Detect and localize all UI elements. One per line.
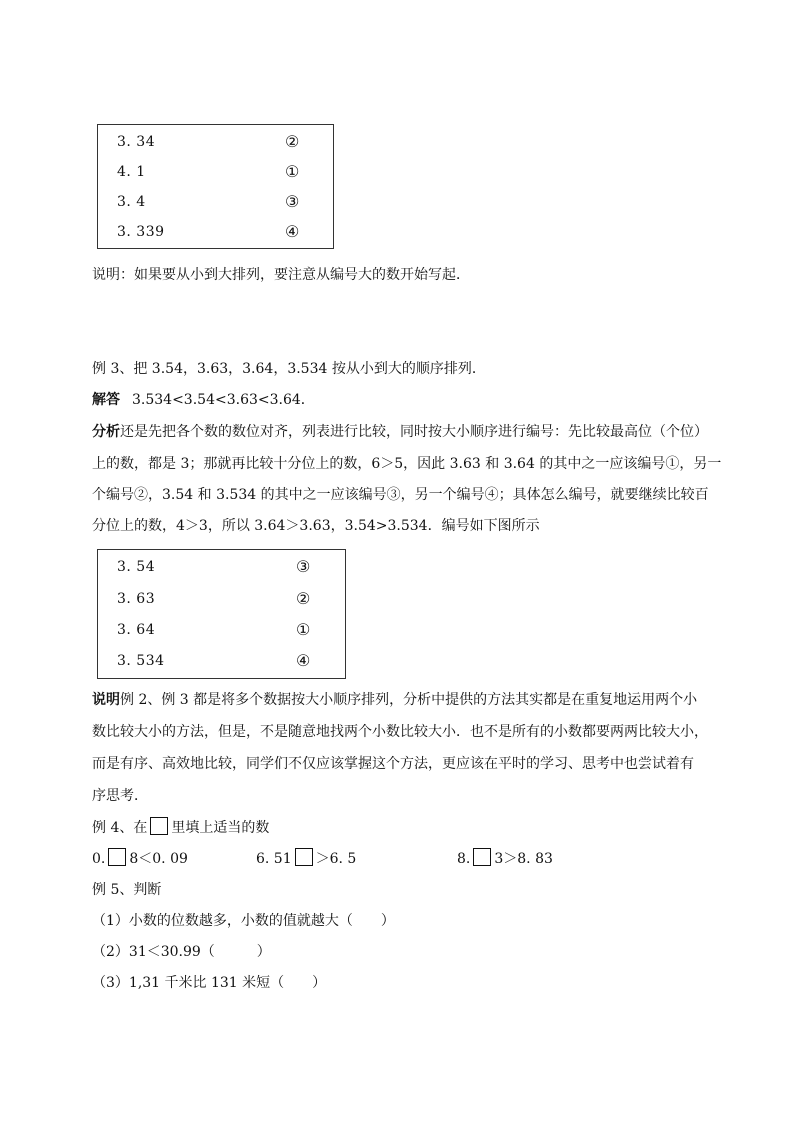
- table-number: 4. 1: [117, 164, 146, 180]
- ex3-analysis-line: 上的数，都是 3；那就再比较十分位上的数，6＞5，因此 3.63 和 3.64 的其中之一应该编号①，另一: [92, 456, 722, 472]
- table-row: [98, 587, 345, 611]
- table-number: 3. 339: [117, 224, 165, 240]
- table-row: [98, 160, 333, 184]
- table-rank-mark: ④: [296, 651, 311, 670]
- blank-box-icon: [150, 817, 168, 835]
- ordering-table-2: [97, 549, 346, 679]
- ex4-item: 0. 8＜0. 09: [92, 848, 188, 869]
- table-rank-mark: ②: [296, 589, 311, 608]
- table-row: [98, 130, 333, 154]
- ex4-title: 例 4、在 里填上适当的数: [92, 817, 269, 838]
- table-number: 3. 534: [117, 653, 165, 669]
- answer-blank[interactable]: [295, 848, 313, 866]
- table-rank-mark: ②: [285, 132, 300, 151]
- table-row: [98, 649, 345, 673]
- ex5-item: （1）小数的位数越多，小数的值就越大（ ）: [92, 913, 395, 929]
- note-label: 说明: [92, 692, 120, 708]
- ex5-item: （3）1,31 千米比 131 米短（ ）: [92, 975, 327, 991]
- ex5-title: 例 5、判断: [92, 882, 162, 898]
- table-rank-mark: ③: [285, 192, 300, 211]
- answer-blank[interactable]: [108, 848, 126, 866]
- note-2-line: 序思考．: [92, 788, 148, 804]
- ex3-analysis-line: 个编号②，3.54 和 3.534 的其中之一应该编号③，另一个编号④；具体怎么编号，就要继续比较百: [92, 487, 709, 503]
- ex3-answer: [92, 390, 315, 410]
- table-row: [98, 220, 333, 244]
- note-2-line: 数比较大小的方法，但是，不是随意地找两个小数比较大小．也不是所有的小数都要两两比较大小，: [92, 724, 708, 740]
- table-rank-mark: ④: [285, 222, 300, 241]
- table-number: 3. 54: [117, 559, 156, 575]
- ex3-analysis-line: 分析还是先把各个数的数位对齐，列表进行比较，同时按大小顺序进行编号：先比较最高位（个位）: [92, 424, 708, 440]
- ordering-table-1: [97, 124, 334, 249]
- table-number: 3. 64: [117, 622, 156, 638]
- table-rank-mark: ①: [296, 620, 311, 639]
- note-2-line: 而是有序、高效地比较，同学们不仅应该掌握这个方法，更应该在平时的学习、思考中也尝试着有: [92, 756, 694, 772]
- note-1: 说明：如果要从小到大排列，要注意从编号大的数开始写起．: [92, 267, 470, 283]
- table-row: [98, 618, 345, 642]
- ex5-item: （2）31＜30.99（ ）: [92, 944, 271, 960]
- table-number: 3. 63: [117, 591, 156, 607]
- table-number: 3. 4: [117, 194, 146, 210]
- table-row: [98, 555, 345, 579]
- table-rank-mark: ①: [285, 162, 300, 181]
- table-row: [98, 190, 333, 214]
- answer-label: 解答: [92, 392, 120, 408]
- answer-blank[interactable]: [473, 848, 491, 866]
- table-number: 3. 34: [117, 134, 156, 150]
- ex3-analysis-line: 分位上的数，4＞3，所以 3.64＞3.63，3.54>3.534．编号如下图所示: [92, 518, 540, 534]
- analysis-label: 分析: [92, 424, 120, 440]
- answer-text: 3.534<3.54<3.63<3.64．: [132, 392, 315, 408]
- ex4-item: 6. 51 ＞6. 5: [256, 848, 356, 869]
- ex3-question: 例 3、把 3.54，3.63，3.64，3.534 按从小到大的顺序排列．: [92, 361, 486, 377]
- ex4-item: 8. 3＞8. 83: [457, 848, 553, 869]
- note-2-line: 说明例 2、例 3 都是将多个数据按大小顺序排列，分析中提供的方法其实都是在重复地运用两个小: [92, 692, 698, 708]
- table-rank-mark: ③: [296, 557, 311, 576]
